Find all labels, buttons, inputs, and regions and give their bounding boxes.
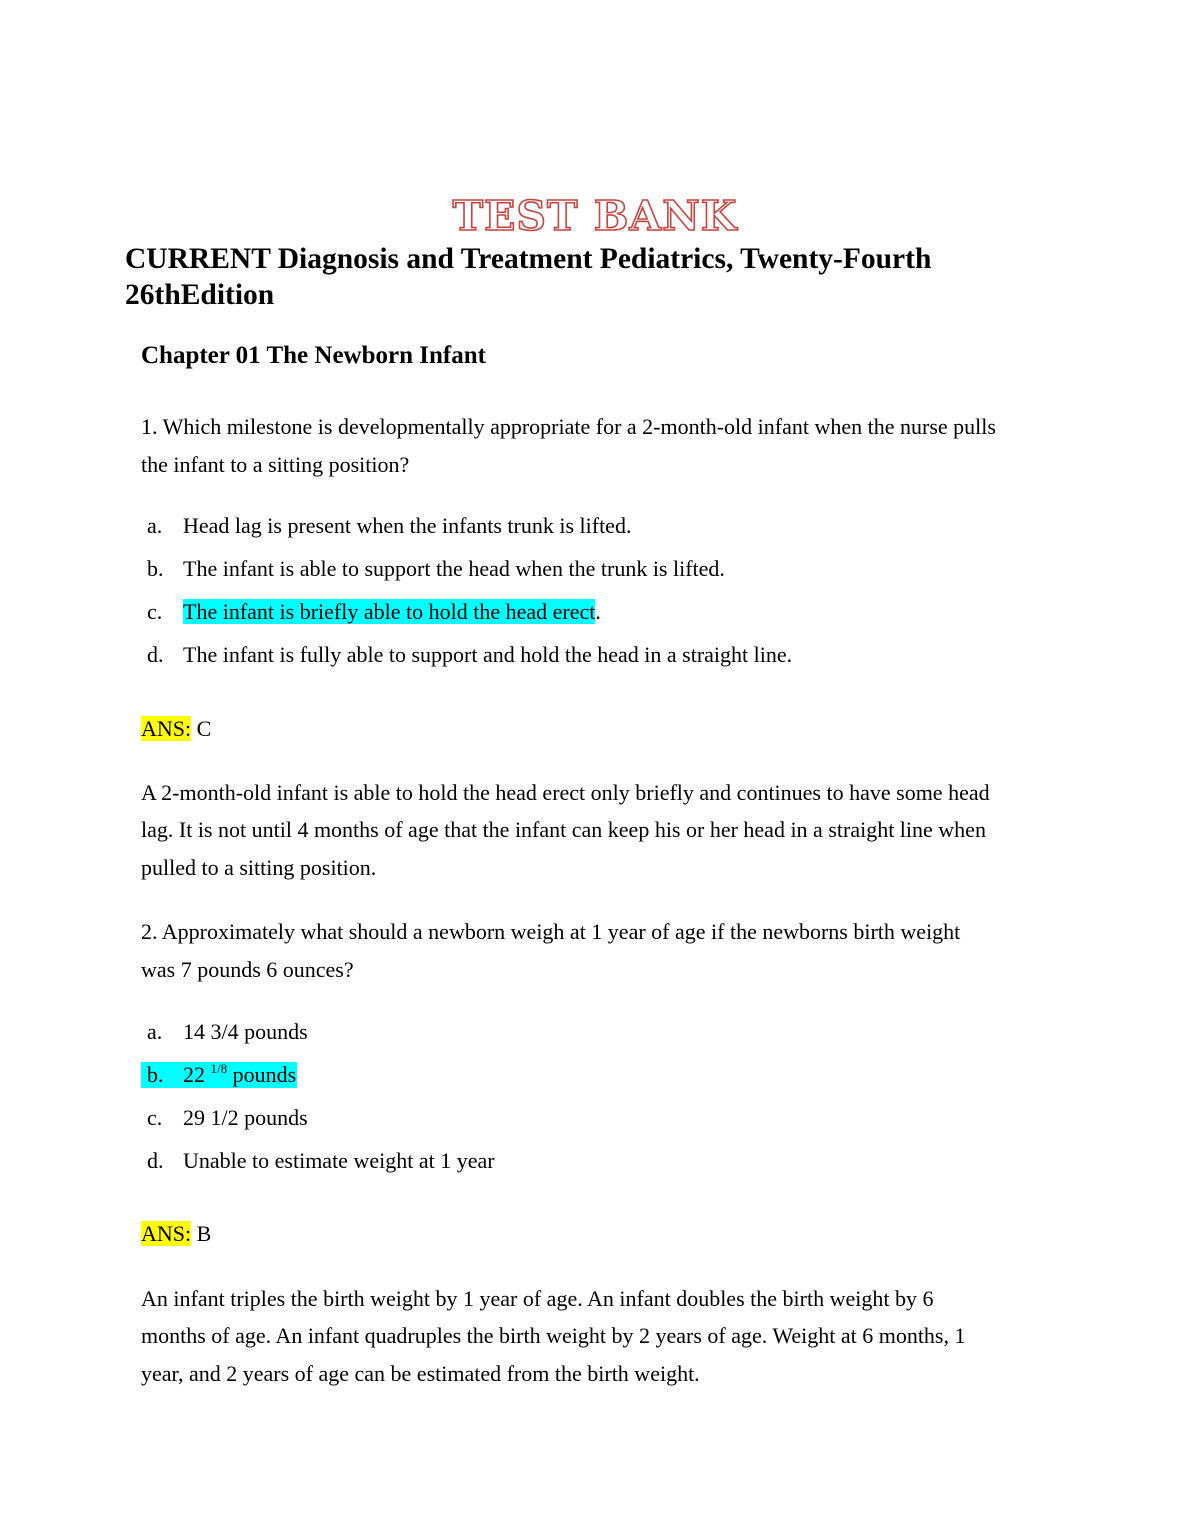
question-1-option-a-letter: a. <box>147 513 163 538</box>
question-1-option-b-text: The infant is able to support the head when the trunk is lifted. <box>183 556 725 581</box>
question-2-option-c-text: 29 1/2 pounds <box>183 1105 308 1130</box>
question-1-rationale-line-3: pulled to a sitting position. <box>141 855 377 880</box>
ans-value: C <box>191 716 212 741</box>
ans-label: ANS: <box>141 716 192 741</box>
question-2-rationale-line-1: An infant triples the birth weight by 1 year of age. An infant doubles the birth weight by 6 <box>141 1286 934 1311</box>
book-title-line-2: 26thEdition <box>125 279 275 311</box>
question-2-option-b-highlighted <box>141 1062 297 1088</box>
question-2-option-d-letter: d. <box>147 1148 164 1173</box>
question-2-rationale-line-3: year, and 2 years of age can be estimated from the birth weight. <box>141 1361 700 1386</box>
question-2-rationale-line-2: months of age. An infant quadruples the birth weight by 2 years of age. Weight at 6 months, 1 <box>141 1323 966 1348</box>
book-title-line-1: CURRENT Diagnosis and Treatment Pediatrics, Twenty-Fourth <box>125 243 932 275</box>
question-1-stem-line-2: the infant to a sitting position? <box>141 452 410 477</box>
question-2-option-a-letter: a. <box>147 1019 163 1044</box>
test-bank-banner: TEST BANK <box>452 192 738 240</box>
correct-answer-highlight: The infant is briefly able to hold the head erect <box>183 599 596 624</box>
question-2-stem-line-2: was 7 pounds 6 ounces? <box>141 957 354 982</box>
option-b-letter: b. <box>147 1062 164 1087</box>
question-2-answer <box>141 1221 211 1247</box>
question-1-answer <box>141 716 211 742</box>
option-b-unit: pounds <box>227 1062 297 1087</box>
question-1-rationale-line-2: lag. It is not until 4 months of age that the infant can keep his or her head in a straight line when <box>141 817 986 842</box>
question-1-option-d-letter: d. <box>147 642 164 667</box>
question-2-option-c-letter: c. <box>147 1105 163 1130</box>
question-1-stem-line-1: 1. Which milestone is developmentally appropriate for a 2-month-old infant when the nurse pulls <box>141 414 996 439</box>
question-1-option-d-text: The infant is fully able to support and hold the head in a straight line. <box>183 642 793 667</box>
option-b-fraction: 1/8 <box>210 1061 228 1076</box>
question-1-option-b-letter: b. <box>147 556 164 581</box>
question-2-option-a-text: 14 3/4 pounds <box>183 1019 308 1044</box>
chapter-heading: Chapter 01 The Newborn Infant <box>141 342 486 369</box>
question-1-option-c <box>183 599 601 625</box>
ans-value: B <box>191 1221 212 1246</box>
question-1-option-c-letter: c. <box>147 599 163 624</box>
option-b-whole: 22 <box>183 1062 211 1087</box>
option-c-period: . <box>595 599 601 624</box>
question-1-option-a-text: Head lag is present when the infants trunk is lifted. <box>183 513 632 538</box>
question-2-option-d-text: Unable to estimate weight at 1 year <box>183 1148 495 1173</box>
question-2-stem-line-1: 2. Approximately what should a newborn weigh at 1 year of age if the newborns birth weight <box>141 919 961 944</box>
ans-label: ANS: <box>141 1221 192 1246</box>
question-1-rationale-line-1: A 2-month-old infant is able to hold the head erect only briefly and continues to have some head <box>141 780 990 805</box>
